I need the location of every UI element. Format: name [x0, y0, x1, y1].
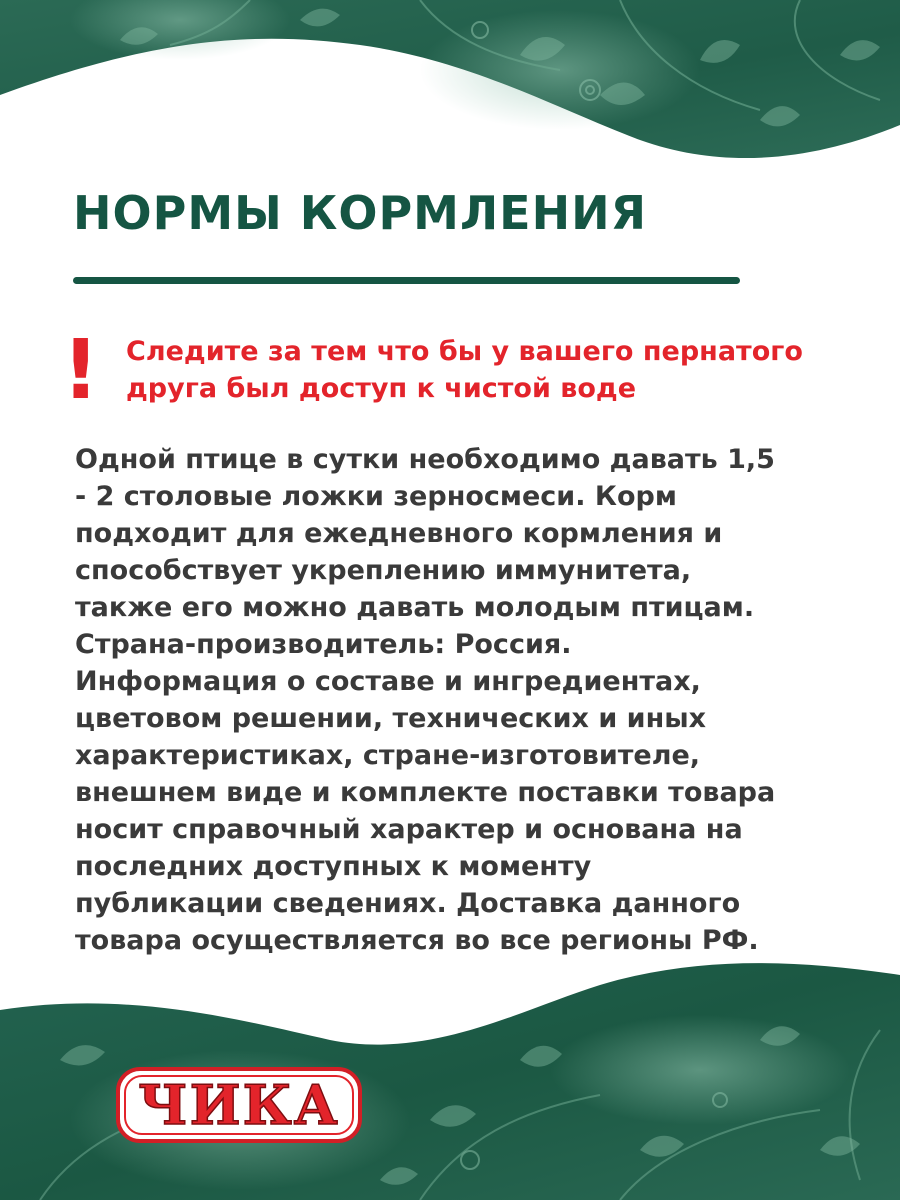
title-divider — [73, 277, 740, 284]
description-line: характеристиках, стране-изготовителе, — [75, 740, 701, 771]
description-line: цветовом решении, технических и иных — [75, 703, 707, 734]
description-line: подходит для ежедневного кормления и — [75, 518, 723, 549]
description-line: последних доступных к моменту — [75, 851, 592, 882]
page-title: НОРМЫ КОРМЛЕНИЯ — [73, 186, 648, 240]
feeding-description — [75, 441, 835, 959]
brand-logo — [115, 1066, 363, 1144]
description-line: товара осуществляется во все регионы РФ. — [75, 925, 759, 956]
description-line: публикации сведениях. Доставка данного — [75, 888, 741, 919]
description-line: Страна-производитель: Россия. — [75, 629, 572, 660]
top-leaf-band — [0, 0, 900, 158]
logo-text: ЧИКА — [138, 1073, 340, 1137]
description-line: носит справочный характер и основана на — [75, 814, 743, 845]
water-warning-text: Следите за тем что бы у вашего пернатого друга был доступ к чистой воде — [126, 336, 803, 404]
description-line: Информация о составе и ингредиентах, — [75, 666, 701, 697]
description-line: также его можно давать молодым птицам. — [75, 592, 755, 623]
description-line: Одной птице в сутки необходимо давать 1,5 — [75, 444, 775, 475]
exclamation-icon: ! — [62, 323, 100, 418]
description-line: - 2 столовые ложки зерносмеси. Корм — [75, 481, 677, 512]
description-line: внешнем виде и комплекте поставки товара — [75, 777, 776, 808]
description-line: способствует укреплению иммунитета, — [75, 555, 692, 586]
